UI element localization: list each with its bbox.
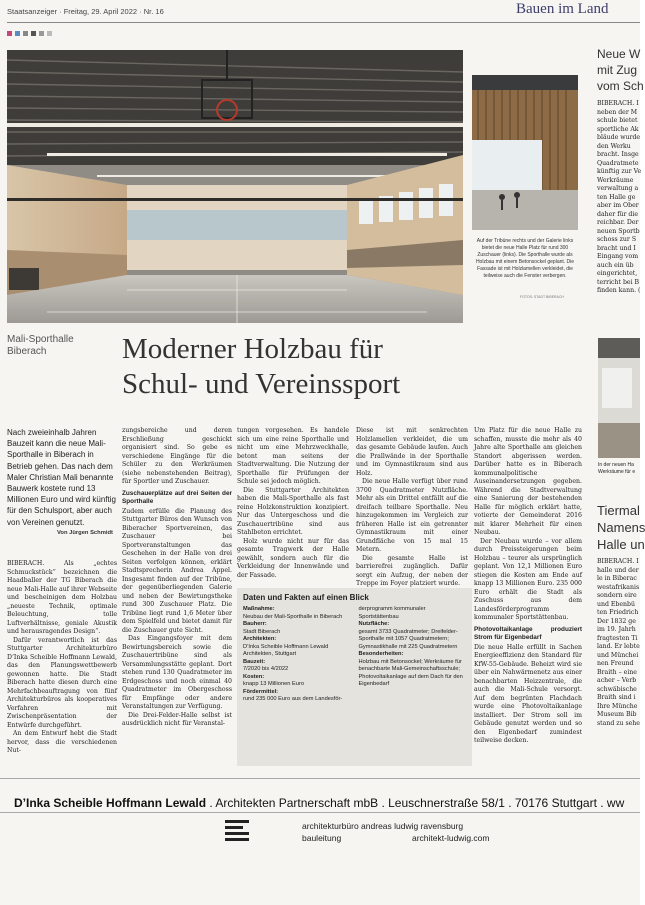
text-line: BIBERACH. I xyxy=(597,558,639,565)
kicker-line: Biberach xyxy=(7,346,47,357)
workshop-photo xyxy=(598,338,640,458)
text-line: stand zu sehe xyxy=(597,719,640,727)
fact-label: Bauherr: xyxy=(243,621,267,627)
ad-details xyxy=(302,832,522,844)
article-kicker xyxy=(7,334,74,358)
text-line: und Münchei xyxy=(597,651,639,659)
article-column-1 xyxy=(7,560,117,756)
fact-value: knapp 13 Millionen Euro xyxy=(243,681,305,687)
fact-value: 7/2020 bis 4/2022 xyxy=(243,666,289,672)
text-line: den Werku xyxy=(597,142,631,150)
architect-ad-name: D’Inka Scheible Hoffmann Lewald xyxy=(14,796,207,810)
title-line: Namens xyxy=(597,520,645,535)
ad-website: architekt-ludwig.com xyxy=(412,833,490,843)
paragraph: tungen vorgesehen. Es handele sich um eine reine Sporthalle und nicht um eine Mehrzweckhalle, betont man seitens der Stadtverwaltung. Die Nutzung der Sporthalle für Prüfungen der Schule sei jedoch möglich. xyxy=(237,427,349,485)
adjacent-article-title-2 xyxy=(597,502,645,553)
color-swatch xyxy=(7,31,12,36)
fact-label: Maßnahme: xyxy=(243,606,275,612)
fact-label: Architekten: xyxy=(243,636,277,642)
text-line: Eingang vom xyxy=(597,253,639,260)
text-line: Quadratmete xyxy=(597,159,639,167)
paragraph: BIBERACH. Als „echtes Schmuckstück“ bezeichnen die Haadballer der TG Biberach die neue Mali-Halle auf ihrer Webseite und bescheinigen dem Holzbau „neueste Technik, optimale Beleuchtung, tolle Luftverhältnisse, geniale Akustik und herausragendes Design“. xyxy=(7,560,117,635)
adjacent-article-text-2 xyxy=(597,558,640,728)
headline-line: Moderner Holzbau für xyxy=(122,333,383,365)
color-swatch xyxy=(47,31,52,36)
text-line: neben der M xyxy=(597,108,638,116)
ad-divider xyxy=(0,812,640,813)
facts-box-title: Daten und Fakten auf einen Blick xyxy=(243,593,369,602)
photo-caption: Auf der Tribüne rechts und der Galerie links bietet die neue Halle Platz für rund 300 Zuschauer (links). Die Sporthalle wurde als Holzbau mit einem Betonsockel geplant. Die Fassade ist mit Holzlamellen verkleidet, die teilweise auch die Fenster verbergen. xyxy=(475,238,575,279)
ad-divider xyxy=(0,778,640,779)
text-line: fragtesten Ti xyxy=(597,634,638,642)
header-divider xyxy=(7,22,640,23)
text-line: sportliche Ak xyxy=(597,125,639,133)
subheading: Zuschauerplätze auf drei Seiten der Sporthalle xyxy=(122,489,232,505)
ad-company-name: architekturbüro andreas ludwig ravensburg xyxy=(302,821,464,831)
text-line: Ihre Münche xyxy=(597,702,638,710)
paragraph: Die neue Halle verfügt über rund 3700 Quadratmeter Nutzfläche. Mehr als ein Drittel entfällt auf die dreifach teilbare Sporthalle. Neu hinzugekommen im Vergleich zur früheren Halle ist ein getrennter Gymnastikraum mit einer Grundfläche von 15 mal 15 Metern. xyxy=(356,478,468,553)
paragraph: Diese ist mit senkrechten Holzlamellen verkleidet, die um das gesamte Gebäude laufen. Auch die Prallwände in der Sporthalle und im Gymnastikraum sind aus Holz. xyxy=(356,427,468,477)
text-line: ten Friedrich xyxy=(597,609,639,616)
text-line: bracht. Insge xyxy=(597,151,639,158)
text-line: Werkräume xyxy=(597,176,634,184)
fact-label: Nutzfläche: xyxy=(358,621,390,627)
text-line: künftig zur Ve xyxy=(597,168,642,175)
fact-value: gesamt 3733 Quadratmeter; Dreifelder-Sporthalle mit 1057 Quadratmetern; Gymnastikhalle mit 225 Quadratmetern xyxy=(358,628,458,650)
color-swatches xyxy=(7,31,52,36)
text-line: schwäbische xyxy=(597,685,637,693)
paragraph: Die gesamte Halle ist barrierefrei zugänglich. Dafür sorgt ein Aufzug, der neben der Treppe im Foyer platziert wurde. xyxy=(356,554,468,587)
text-line: verwaltung a xyxy=(597,185,639,192)
facts-right-column xyxy=(359,606,467,704)
paragraph: Die Drei-Felder-Halle selbst ist ausdrücklich nicht für Veranstal- xyxy=(122,711,232,727)
architect-ad-line xyxy=(14,796,624,810)
text-line: eingerichtet, xyxy=(597,270,638,277)
paragraph: Um Platz für die neue Halle zu schaffen, musste die mehr als 40 Jahre alte Sporthalle am gleichen Standort abgerissen werden. Darüber hatte es in Biberach kommunalpolitische Auseinandersetzungen gegeben. Während die Stadtverwaltung eine Sanierung der bestehenden Halle für möglich erklärt hatte, votierte der Gemeinderat 2016 mit klarer Mehrheit für einen Neubau. xyxy=(474,427,582,536)
text-line: land. Er lebte xyxy=(597,643,640,650)
text-line: Der 1832 ge xyxy=(597,617,636,625)
text-line: bracht und I xyxy=(597,244,636,252)
byline: Von Jürgen Schmidt xyxy=(57,530,113,536)
text-line: Museum Bib xyxy=(597,711,637,718)
fact-label: Kosten: xyxy=(243,673,265,680)
adjacent-article-title xyxy=(597,46,644,94)
text-line: terricht bei B xyxy=(597,278,640,286)
text-line: nen Freund xyxy=(597,660,634,667)
facts-left-column xyxy=(243,606,351,704)
architect-ad-address: . Architekten Partnerschaft mbB . Leuschnerstraße 58/1 . 70176 Stuttgart . ww xyxy=(206,796,625,810)
title-line: Tiermal xyxy=(597,503,640,518)
text-line: schule bietet xyxy=(597,117,638,124)
text-line: le in Biberac xyxy=(597,575,637,582)
text-line: halle und der xyxy=(597,566,639,574)
facts-box xyxy=(237,588,472,766)
article-headline xyxy=(122,332,472,402)
paragraph: Das Eingangsfoyer mit dem Bewirtungsbereich sowie die Zuschauertribüne sind als Versammlungsstätte geplant. Dort stehen rund 130 Quadratmeter im Erdgeschoss und noch einmal 40 Quadratmeter im Obergeschoss für Empfänge oder andere Veranstaltungen zur Verfügung. xyxy=(122,635,232,710)
article-lead: Nach zweieinhalb Jahren Bauzeit kann die neue Mali-Sporthalle in Biberach in Betrieb gehen. Das nach dem Maler Christian Mali benannte Bauwerk kostete rund 13 Millionen Euro und wird künftig für den Schulsport, aber auch von Vereinen genutzt. xyxy=(7,428,116,527)
adjacent-photo-caption: In der neuen Ha Werkräume für e xyxy=(598,462,636,475)
ad-service: bauleitung xyxy=(302,833,342,843)
color-swatch xyxy=(15,31,20,36)
text-line: westafrikanis xyxy=(597,583,640,591)
color-swatch xyxy=(31,31,36,36)
fact-value: rund 235 000 Euro aus dem Landesför- xyxy=(243,696,343,702)
title-line: Halle un xyxy=(597,537,645,552)
paragraph: Dafür verantwortlich ist das Stuttgarter Architekturbüro D’Inka Scheible Hoffmann Lewald, das den Planungswettbewerb gewonnen hatte. Die Stadt Biberach hatte diesen durch eine Mehrfachbeauftragung von fünf Architekturbüros als kooperatives Verfahren mit Zwischenpräsentation der Entwürfe durchgeführt. xyxy=(7,636,117,729)
section-title: Bauen im Land xyxy=(516,1,609,17)
text-line: acher – Verb xyxy=(597,677,637,684)
text-line: ten Halle ge xyxy=(597,193,636,201)
text-line: bläude wurde xyxy=(597,134,641,141)
title-line: Neue W xyxy=(597,47,641,61)
fact-value: Stadt Biberach xyxy=(243,628,281,635)
paragraph: Die neue Halle erfüllt in Sachen Energieeffizienz den Standard für KfW-55-Gebäude. Beheizt wird sie über ein Nahwärmenetz aus einer benachbarten Heizzentrale, die auch die Mali-Schule versorgt. Auf dem begrünten Flachdach wurde eine Photovoltaikanlage installiert. Der Strom soll im Gebäude genutzt werden und so den Eigenbedarf zumindest teilweise decken. xyxy=(474,643,582,744)
text-line: sondern eire xyxy=(597,592,637,599)
article-column-3 xyxy=(237,427,349,580)
kicker-line: Mali-Sporthalle xyxy=(7,334,74,345)
fact-value: Holzbau mit Betonsockel; Werkräume für benachbarte Mali-Gemeinschaftsschule; Photovoltaikanlage auf dem Dach für den Eigenbedarf xyxy=(358,658,463,687)
text-line: BIBERACH. I xyxy=(597,100,639,107)
paragraph: zungsbereiche und deren Erschließung geschickt organisiert sind. So gebe es verschiedene Eingänge für die Schüler zu den Werkräumen (siehe nebenstehenden Beitrag), für Sportler und Zuschauer. xyxy=(122,427,232,485)
text-line: schoss zur S xyxy=(597,236,637,243)
paragraph: Zudem erfülle die Planung des Stuttgarter Büros den Wunsch von Biberacher Sportvereinen, das Zuschauer bei Sportveranstaltungen das Geschehen in der Halle von drei Seiten verfolgen können, erklärt Stadtsprecherin Andrea Appel. Insgesamt finden auf der Tribüne, der gegenüberliegenden Galerie und neben der Bewirtungstheke rund 300 Zuschauer Platz. Die Tribüne liegt rund 1,6 Meter über dem Spielfeld und bietet damit für die Zuschauer gute Sicht. xyxy=(122,507,232,634)
article-column-2 xyxy=(122,427,232,729)
color-swatch xyxy=(23,31,28,36)
text-line: reichbar. Der xyxy=(597,219,639,226)
text-line: neuen Sportb xyxy=(597,227,640,235)
text-line: im 19. Jahrh xyxy=(597,626,636,633)
paragraph: Die Stuttgarter Architekten haben die Mali-Sporthalle als fast reine Holzkonstruktion konzipiert. Nur das Untergeschoss und die Zuschauertribüne sind aus Stahlbeton errichtet. xyxy=(237,486,349,536)
text-line: auch ein üb xyxy=(597,261,634,269)
sports-hall-interior-photo xyxy=(7,50,463,323)
adjacent-article-text xyxy=(597,100,640,296)
architect-logo-icon xyxy=(225,820,249,844)
title-line: vom Sch xyxy=(597,79,644,93)
text-line: Braith sind i xyxy=(597,694,636,701)
architect-ad-2 xyxy=(302,820,522,844)
headline-line: Schul- und Vereinssport xyxy=(122,368,401,400)
text-line: aber im Ober xyxy=(597,202,639,209)
fact-value: Neubau der Mali-Sporthalle in Biberach xyxy=(243,613,343,620)
text-line: Braith – eine xyxy=(597,668,637,676)
fact-value: D’Inka Scheible Hoffmann Lewald Architekten, Stuttgart xyxy=(243,643,329,657)
text-line: finden kann. ( xyxy=(597,287,641,294)
paragraph: An dem Entwurf hebt die Stadt hervor, dass die verschiedenen Nut- xyxy=(7,730,117,754)
paragraph: Holz wurde nicht nur für das gesamte Tragwerk der Halle gewählt, sondern auch für die Verkleidung der Innenwände und der Fassade. xyxy=(237,537,349,579)
fact-label: Bauzeit: xyxy=(243,658,266,665)
text-line: daher für die xyxy=(597,210,639,218)
paragraph: Der Neubau wurde – vor allem durch Preissteigerungen beim Holzbau – teurer als ursprünglich geplant. Von 12,1 Millionen Euro stiegen die Kosten am Ende auf knapp 13 Millionen Euro. 235 000 Euro erhält die Stadt als Zuschuss aus dem Landesförderprogramm kommunaler Sportstättenbau. xyxy=(474,537,582,621)
article-column-5 xyxy=(474,427,582,746)
fact-label: Fördermittel: xyxy=(243,688,279,695)
article-column-4 xyxy=(356,427,468,589)
text-line: und Ebenbü xyxy=(597,600,635,608)
fact-value: derprogramm kommunaler Sportstättenbau xyxy=(358,606,426,620)
color-swatch xyxy=(39,31,44,36)
hall-facade-photo xyxy=(472,75,578,230)
title-line: mit Zug xyxy=(597,63,638,77)
photo-credit: FOTOS: STADT BIBERACH xyxy=(520,295,564,299)
issue-header: Staatsanzeiger · Freitag, 29. April 2022 · Nr. 16 xyxy=(7,7,164,16)
subheading: Photovoltaikanlage produziert Strom für Eigenbedarf xyxy=(474,625,582,641)
fact-label: Besonderheiten: xyxy=(358,651,404,657)
